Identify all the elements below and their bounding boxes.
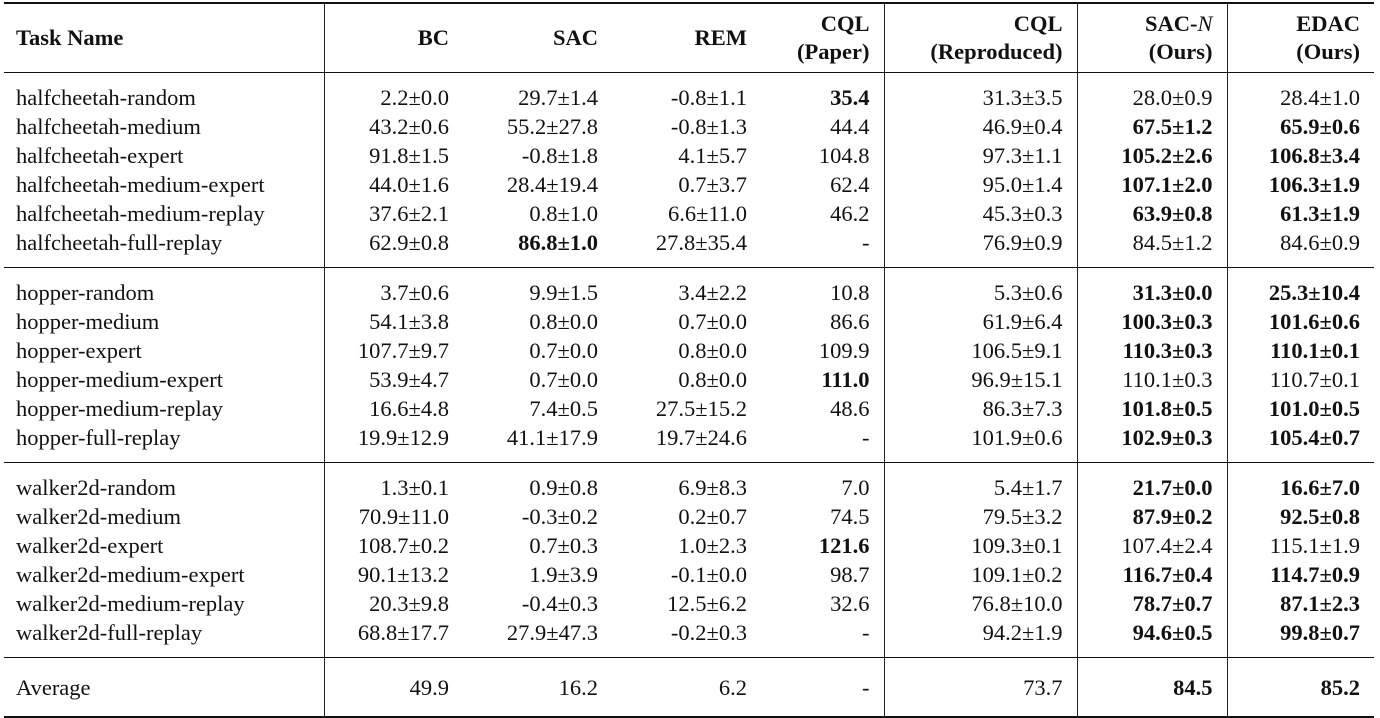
- score-cell: 97.3±1.1: [884, 141, 1077, 170]
- score-cell: 19.7±24.6: [655, 425, 747, 450]
- task-name-cell: walker2d-medium: [4, 502, 324, 531]
- table-row: [4, 365, 1374, 394]
- score-cell: 9.9±1.5: [529, 280, 598, 305]
- score-cell: 101.6±0.6: [1268, 309, 1360, 334]
- score-cell: 46.2: [761, 199, 884, 228]
- score-cell: 107.1±2.0: [1077, 170, 1227, 199]
- header-sac-n: SAC-N (Ours): [1077, 3, 1227, 73]
- score-cell: 101.0±0.5: [1268, 396, 1360, 421]
- score-cell: -0.2±0.3: [670, 620, 747, 645]
- score-cell: 76.9±0.9: [884, 228, 1077, 268]
- table-row: [4, 199, 1374, 228]
- score-cell: 104.8: [761, 141, 884, 170]
- score-cell: 106.5±9.1: [884, 336, 1077, 365]
- header-row: [4, 3, 1374, 73]
- score-cell: 84.5±1.2: [1077, 228, 1227, 268]
- score-cell: 95.0±1.4: [884, 170, 1077, 199]
- score-cell: 0.9±0.8: [529, 475, 598, 500]
- score-cell: 46.9±0.4: [884, 112, 1077, 141]
- score-cell: 68.8±17.7: [357, 620, 449, 645]
- score-cell: 6.6±11.0: [667, 201, 747, 226]
- table-row: [4, 141, 1374, 170]
- score-cell: 21.7±0.0: [1077, 463, 1227, 503]
- task-name-cell: walker2d-medium-expert: [4, 560, 324, 589]
- score-cell: 31.3±3.5: [884, 73, 1077, 113]
- score-cell: 74.5: [761, 502, 884, 531]
- task-name-cell: halfcheetah-full-replay: [4, 228, 324, 268]
- task-name-cell: walker2d-medium-replay: [4, 589, 324, 618]
- average-cell: 84.5: [1077, 658, 1227, 718]
- task-name-cell: walker2d-expert: [4, 531, 324, 560]
- score-cell: 90.1±13.2: [357, 562, 449, 587]
- score-cell: 65.9±0.6: [1280, 114, 1360, 139]
- score-cell: 27.5±15.2: [655, 396, 747, 421]
- score-cell: 96.9±15.1: [884, 365, 1077, 394]
- task-name-cell: hopper-full-replay: [4, 423, 324, 463]
- score-cell: 31.3±0.0: [1077, 268, 1227, 308]
- header-sac: SAC: [463, 3, 612, 73]
- score-cell: 110.1±0.1: [1270, 338, 1360, 363]
- table-row: [4, 112, 1374, 141]
- table-row: [4, 463, 1374, 503]
- table-row: [4, 531, 1374, 560]
- score-cell: 86.8±1.0: [518, 230, 598, 255]
- score-cell: 78.7±0.7: [1077, 589, 1227, 618]
- score-cell: 20.3±9.8: [369, 591, 449, 616]
- score-cell: 110.1±0.3: [1077, 365, 1227, 394]
- header-rem: REM: [612, 3, 761, 73]
- score-cell: 121.6: [761, 531, 884, 560]
- score-cell: 105.2±2.6: [1077, 141, 1227, 170]
- score-cell: -0.4±0.3: [521, 591, 598, 616]
- table-row: [4, 618, 1374, 658]
- score-cell: 99.8±0.7: [1280, 620, 1360, 645]
- score-cell: 94.2±1.9: [884, 618, 1077, 658]
- score-cell: 27.8±35.4: [655, 230, 747, 255]
- task-name-cell: halfcheetah-medium-replay: [4, 199, 324, 228]
- score-cell: 86.3±7.3: [884, 394, 1077, 423]
- score-cell: 94.6±0.5: [1077, 618, 1227, 658]
- score-cell: 107.4±2.4: [1077, 531, 1227, 560]
- table-row: [4, 307, 1374, 336]
- score-cell: 0.7±0.0: [529, 338, 598, 363]
- score-cell: 101.8±0.5: [1077, 394, 1227, 423]
- score-cell: 106.8±3.4: [1268, 143, 1360, 168]
- task-name-cell: hopper-medium: [4, 307, 324, 336]
- table-row: [4, 589, 1374, 618]
- table-row: [4, 502, 1374, 531]
- table-header: [4, 3, 1374, 73]
- table-row: [4, 73, 1374, 113]
- score-cell: -: [761, 618, 884, 658]
- score-cell: 7.4±0.5: [529, 396, 598, 421]
- header-cql-reproduced: CQL (Reproduced): [884, 3, 1077, 73]
- score-cell: 111.0: [761, 365, 884, 394]
- score-cell: -0.8±1.8: [521, 143, 598, 168]
- score-cell: 16.6±7.0: [1280, 475, 1360, 500]
- score-cell: 70.9±11.0: [358, 504, 449, 529]
- score-cell: 3.4±2.2: [678, 280, 747, 305]
- task-name-cell: walker2d-random: [4, 463, 324, 503]
- score-cell: 28.4±19.4: [506, 172, 598, 197]
- score-cell: 3.7±0.6: [380, 280, 449, 305]
- score-cell: 61.9±6.4: [884, 307, 1077, 336]
- score-cell: 0.8±0.0: [529, 309, 598, 334]
- score-cell: 109.3±0.1: [884, 531, 1077, 560]
- header-bc: BC: [324, 3, 463, 73]
- table-row: [4, 170, 1374, 199]
- average-cell: 16.2: [558, 674, 598, 700]
- score-cell: 0.7±0.0: [529, 367, 598, 392]
- score-cell: -0.1±0.0: [670, 562, 747, 587]
- score-cell: 44.0±1.6: [369, 172, 449, 197]
- score-cell: 45.3±0.3: [884, 199, 1077, 228]
- task-name-cell: halfcheetah-medium-expert: [4, 170, 324, 199]
- score-cell: 6.9±8.3: [678, 475, 747, 500]
- score-cell: 55.2±27.8: [506, 114, 598, 139]
- average-cell: 73.7: [884, 658, 1077, 718]
- score-cell: -0.8±1.1: [670, 85, 747, 110]
- score-cell: 53.9±4.7: [369, 367, 449, 392]
- task-name-cell: hopper-expert: [4, 336, 324, 365]
- score-cell: 61.3±1.9: [1280, 201, 1360, 226]
- score-cell: 0.7±3.7: [678, 172, 747, 197]
- score-cell: 109.1±0.2: [884, 560, 1077, 589]
- score-cell: 5.4±1.7: [884, 463, 1077, 503]
- score-cell: 108.7±0.2: [357, 533, 449, 558]
- score-cell: -: [761, 423, 884, 463]
- group-halfcheetah: [4, 73, 1374, 268]
- score-cell: 28.4±1.0: [1280, 85, 1360, 110]
- score-cell: 105.4±0.7: [1268, 425, 1360, 450]
- score-cell: 1.3±0.1: [380, 475, 449, 500]
- score-cell: 110.7±0.1: [1269, 367, 1360, 392]
- table-row: [4, 423, 1374, 463]
- score-cell: 87.1±2.3: [1280, 591, 1360, 616]
- task-name-cell: halfcheetah-expert: [4, 141, 324, 170]
- score-cell: 0.8±0.0: [678, 338, 747, 363]
- score-cell: 19.9±12.9: [357, 425, 449, 450]
- score-cell: 100.3±0.3: [1077, 307, 1227, 336]
- score-cell: 41.1±17.9: [506, 425, 598, 450]
- task-name-cell: halfcheetah-medium: [4, 112, 324, 141]
- task-name-cell: hopper-medium-replay: [4, 394, 324, 423]
- score-cell: 0.7±0.3: [529, 533, 598, 558]
- group-hopper: [4, 268, 1374, 463]
- score-cell: 62.4: [761, 170, 884, 199]
- table-row: [4, 336, 1374, 365]
- score-cell: 98.7: [761, 560, 884, 589]
- score-cell: 48.6: [761, 394, 884, 423]
- score-cell: -0.8±1.3: [670, 114, 747, 139]
- score-cell: 102.9±0.3: [1077, 423, 1227, 463]
- average-section: [4, 658, 1374, 718]
- score-cell: 92.5±0.8: [1280, 504, 1360, 529]
- header-edac: EDAC (Ours): [1227, 3, 1374, 73]
- score-cell: 67.5±1.2: [1077, 112, 1227, 141]
- score-cell: 2.2±0.0: [380, 85, 449, 110]
- score-cell: 44.4: [761, 112, 884, 141]
- score-cell: 35.4: [761, 73, 884, 113]
- header-task-name: Task Name: [4, 3, 324, 73]
- score-cell: 0.8±1.0: [529, 201, 598, 226]
- score-cell: 115.1±1.9: [1269, 533, 1360, 558]
- score-cell: 1.0±2.3: [678, 533, 747, 558]
- score-cell: -: [761, 228, 884, 268]
- score-cell: 5.3±0.6: [884, 268, 1077, 308]
- score-cell: 12.5±6.2: [667, 591, 747, 616]
- table-row: [4, 394, 1374, 423]
- score-cell: 116.7±0.4: [1077, 560, 1227, 589]
- score-cell: 107.7±9.7: [357, 338, 449, 363]
- score-cell: 0.2±0.7: [678, 504, 747, 529]
- score-cell: 32.6: [761, 589, 884, 618]
- score-cell: 106.3±1.9: [1268, 172, 1360, 197]
- score-cell: 1.9±3.9: [529, 562, 598, 587]
- score-cell: 10.8: [761, 268, 884, 308]
- score-cell: 0.7±0.0: [678, 309, 747, 334]
- score-cell: 27.9±47.3: [506, 620, 598, 645]
- score-cell: 28.0±0.9: [1077, 73, 1227, 113]
- score-cell: -0.3±0.2: [521, 504, 598, 529]
- score-cell: 84.6±0.9: [1280, 230, 1360, 255]
- score-cell: 79.5±3.2: [884, 502, 1077, 531]
- score-cell: 101.9±0.6: [884, 423, 1077, 463]
- score-cell: 63.9±0.8: [1077, 199, 1227, 228]
- score-cell: 25.3±10.4: [1268, 280, 1360, 305]
- score-cell: 91.8±1.5: [369, 143, 449, 168]
- score-cell: 37.6±2.1: [369, 201, 449, 226]
- score-cell: 7.0: [761, 463, 884, 503]
- score-cell: 43.2±0.6: [369, 114, 449, 139]
- task-name-cell: hopper-random: [4, 268, 324, 308]
- score-cell: 86.6: [761, 307, 884, 336]
- score-cell: 29.7±1.4: [518, 85, 598, 110]
- score-cell: 0.8±0.0: [678, 367, 747, 392]
- results-table: [4, 2, 1374, 718]
- score-cell: 109.9: [761, 336, 884, 365]
- average-cell: 85.2: [1320, 674, 1360, 700]
- score-cell: 110.3±0.3: [1077, 336, 1227, 365]
- table-row: [4, 268, 1374, 308]
- average-cell: 6.2: [718, 674, 747, 700]
- task-name-cell: walker2d-full-replay: [4, 618, 324, 658]
- score-cell: 87.9±0.2: [1077, 502, 1227, 531]
- score-cell: 76.8±10.0: [884, 589, 1077, 618]
- group-walker2d: [4, 463, 1374, 658]
- header-cql-paper: CQL (Paper): [761, 3, 884, 73]
- task-name-cell: halfcheetah-random: [4, 73, 324, 113]
- score-cell: 4.1±5.7: [678, 143, 747, 168]
- task-name-cell: hopper-medium-expert: [4, 365, 324, 394]
- score-cell: 16.6±4.8: [369, 396, 449, 421]
- score-cell: 62.9±0.8: [369, 230, 449, 255]
- average-row: [4, 658, 1374, 718]
- table-row: [4, 560, 1374, 589]
- average-cell: -: [761, 658, 884, 718]
- average-label: Average: [4, 658, 324, 718]
- score-cell: 114.7±0.9: [1270, 562, 1360, 587]
- score-cell: 54.1±3.8: [369, 309, 449, 334]
- table-row: [4, 228, 1374, 268]
- average-cell: 49.9: [409, 674, 449, 700]
